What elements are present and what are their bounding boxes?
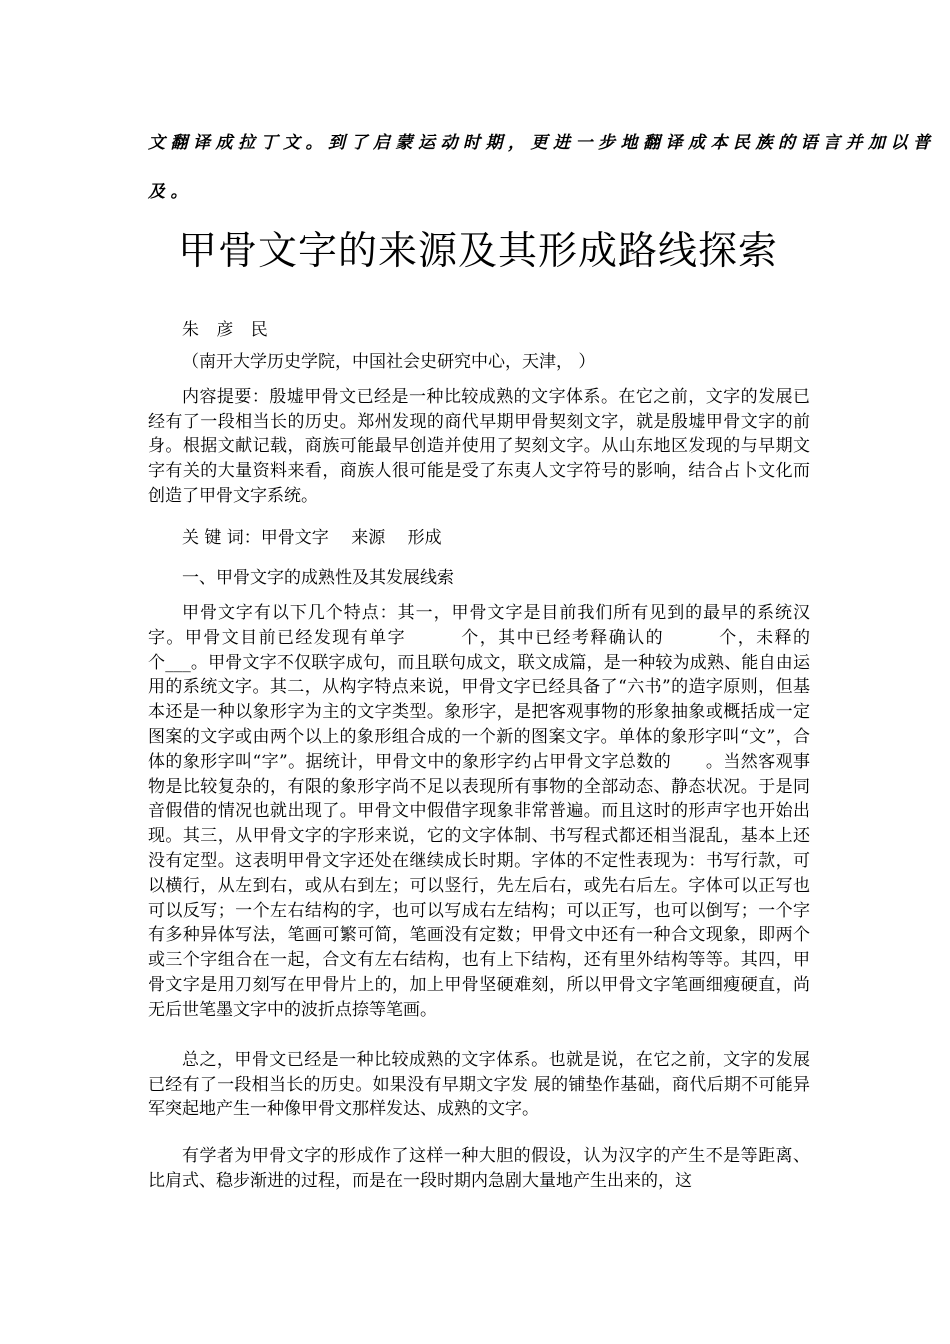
carryover-text-line-1: 文翻译成拉丁文。到了启蒙运动时期，更进一步地翻译成本民族的语言并加以普: [148, 133, 936, 153]
abstract: 内容提要：殷墟甲骨文已经是一种比较成熟的文字体系。在它之前，文字的发展已经有了一段相当长的历史。郑州发现的商代早期甲骨契刻文字，就是殷墟甲骨文字的前身。根据文献记载，商族可能最早创造并使用了契刻文字。从山东地区发现的与早期文字有关的大量资料来看，商族人很可能是受了东夷人文字符号的影响，结合占卜文化而创造了甲骨文字系统。: [148, 387, 810, 506]
carryover-text-line-2: 及。: [148, 182, 193, 202]
paper-title: 甲骨文字的来源及其形成路线探索: [177, 229, 778, 274]
body-paragraph-3: 有学者为甲骨文字的形成作了这样一种大胆的假设，认为汉字的产生不是等距离、比肩式、稳步渐进的过程，而是在一段时期内急剧大量地产生出来的，这: [148, 1146, 810, 1191]
author-name: 朱 彦 民: [182, 320, 274, 340]
author-affiliation: （南开大学历史学院，中国社会史研究中心，天津， ）: [182, 352, 596, 372]
body-paragraph-2: 总之，甲骨文已经是一种比较成熟的文字体系。也就是说，在它之前，文字的发展已经有了一段相当长的历史。如果没有早期文字发 展的铺垫作基础，商代后期不可能异军突起地产生一种像甲骨文那样发达、成熟的文字。: [148, 1050, 810, 1120]
keywords: 关 键 词：甲骨文字 来源 形成: [182, 528, 442, 548]
body-paragraph-1: 甲骨文字有以下几个特点：其一，甲骨文字是目前我们所有见到的最早的系统汉字。甲骨文目前已经发现有单字 个，其中已经考释确认的 个，未释的 个___。甲骨文字不仅联字成句，而且联句成文，联文成篇，是一种较为成熟、能自由运用的系统文字。其二，从构字特点来说，甲骨文字已经具备了“六书”的造字原则，但基本还是一种以象形字为主的文字类型。象形字，是把客观事物的形象抽象或概括成一定图案的文字或由两个以上的象形组合成的一个新的图案文字。单体的象形字叫“文”，合体的象形字叫“字”。据统计，甲骨文中的象形字约占甲骨文字总数的 。当然客观事物是比较复杂的，有限的象形字尚不足以表现所有事物的全部动态、静态状况。于是同音假借的情况也就出现了。甲骨文中假借字现象非常普遍。而且这时的形声字也开始出现。其三，从甲骨文字的字形来说，它的文字体制、书写程式都还相当混乱，基本上还没有定型。这表明甲骨文字还处在继续成长时期。字体的不定性表现为：书写行款，可以横行，从左到右，或从右到左；可以竖行，先左后右，或先右后左。字体可以正写也可以反写；一个左右结构的字，也可以写成右左结构；可以正写，也可以倒写；一个字有多种异体写法，笔画可繁可简，笔画没有定数；甲骨文中还有一种合文现象，即两个或三个字组合在一起，合文有左右结构，也有上下结构，还有里外结构等等。其四，甲骨文字是用刀刻写在甲骨片上的，加上甲骨坚硬难刻，所以甲骨文字笔画细瘦硬直，尚无后世笔墨文字中的波折点捺等笔画。: [148, 603, 861, 1020]
section-heading: 一、甲骨文字的成熟性及其发展线索: [182, 568, 454, 588]
